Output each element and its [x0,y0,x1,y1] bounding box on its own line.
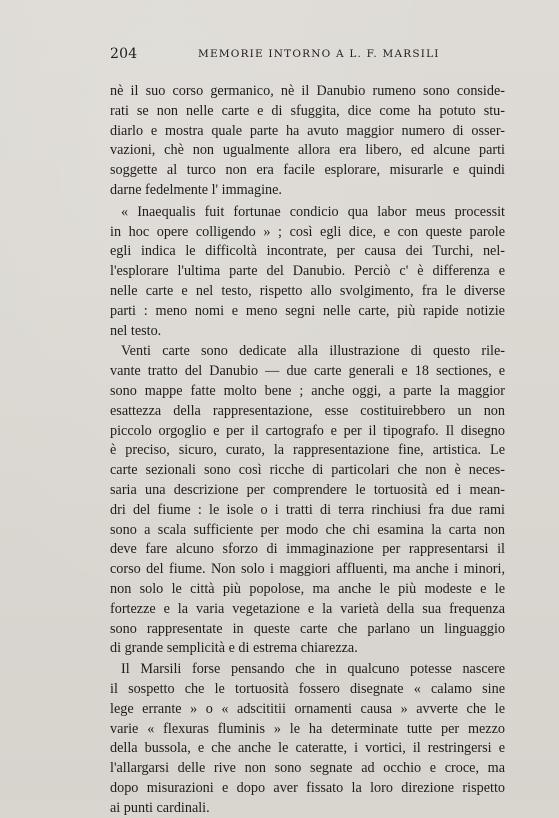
text-line: nelle carte e nel testo, rispetto allo svolgimento, fra le diverse [110,282,505,299]
text-line: ai punti cardinali. [110,799,210,816]
text-line: non solo le città più popolose, ma anche le più modeste e le [110,580,505,597]
paragraph-1 [110,82,505,201]
text-line: « Inaequalis fuit fortunae condicio qua labor meus processit [121,203,505,220]
text-line: soggette al turco non era facile esplorare, misurarle e quindi [110,162,505,179]
paragraph-4 [110,660,505,818]
text-line: deve fare alcuno sforzo di immaginazione per rappresentarsi il [110,541,505,558]
text-line: rati se non nelle carte e di sfuggita, dice come ha potuto stu- [110,102,505,119]
paragraph-3 [110,342,505,659]
text-line: diarlo e mostra quale parte ha avuto maggior numero di osser- [110,122,505,139]
text-line: esattezza della rappresentazione, esse costituirebbero un non [110,402,505,419]
text-line: lege errante » o « adscititii ornamenti causa » avverte che le [110,700,505,717]
text-line: nè il suo corso germanico, nè il Danubio rumeno sono conside- [110,83,505,99]
text-line: è preciso, sicuro, curato, la rappresentazione fine, artistica. Le [110,442,505,459]
text-line: della bussola, e che anche le cateratte, i vortici, il restringersi e [110,740,505,757]
text-line: sono a scala sufficiente per modo che chi esamina la carta non [110,521,505,538]
main-text [110,82,505,818]
text-line: varie « flexuras fluminis » le ha determinate tutte per mezzo [110,720,505,737]
paragraph-2 [110,203,505,342]
text-line: parti : meno nomi e meno segni nelle carte, più rapide notizie [110,302,505,319]
text-line: darne fedelmente l' immagine. [110,181,282,198]
text-line: sono mappe fatte molto bene ; anche oggi, a parte la maggior [110,382,505,399]
text-line: corso del fiume. Non solo i maggiori affluenti, ma anche i minori, [110,561,505,578]
text-line: in hoc opere colligendo » ; così egli dice, e con queste parole [110,223,505,240]
text-line: nel testo. [110,322,162,339]
text-line: piccolo orgoglio e per il cartografo e per il tipografo. Il disegno [110,422,505,439]
page-number: 204 [110,46,138,62]
text-line: fortezze e la varia vegetazione e la varietà della sua frequenza [110,600,505,617]
page-header [110,46,505,66]
text-line: l'esplorare l'ultima parte del Danubio. Perciò c' è differenza e [110,263,505,280]
text-line: l'allargarsi delle rive non sono segnate ad occhio e croce, ma [110,760,505,777]
text-line: dopo misurazioni e dopo aver fissato la loro direzione rispetto [110,779,505,796]
text-line: carte sezionali sono così ricche di particolari che non è neces- [110,462,505,479]
running-head: MEMORIE INTORNO A L. F. MARSILI [198,48,440,60]
text-line: vante tratto del Danubio — due carte generali e 18 sectiones, e [110,363,505,380]
text-line: saria una descrizione per comprendere le tortuosità ed i mean- [110,481,505,498]
text-line: di grande semplicità e di estrema chiarezza. [110,640,358,657]
text-line: vazioni, chè non ugualmente allora era libero, ed alcune parti [110,142,505,159]
text-line: Venti carte sono dedicate alla illustrazione di questo rile- [121,343,505,360]
text-line: il sospetto che le tortuosità fossero disegnate « calamo sine [110,680,505,697]
text-line: Il Marsili forse pensando che in qualcuno potesse nascere [121,661,505,678]
text-line: egli indica le difficoltà incontrate, per causa dei Turchi, nel- [110,243,505,260]
text-line: sono rappresentate in queste carte che parlano un linguaggio [110,620,505,637]
text-line: dri del fiume : le isole o i tratti di terra rinchiusi fra due rami [110,501,505,518]
